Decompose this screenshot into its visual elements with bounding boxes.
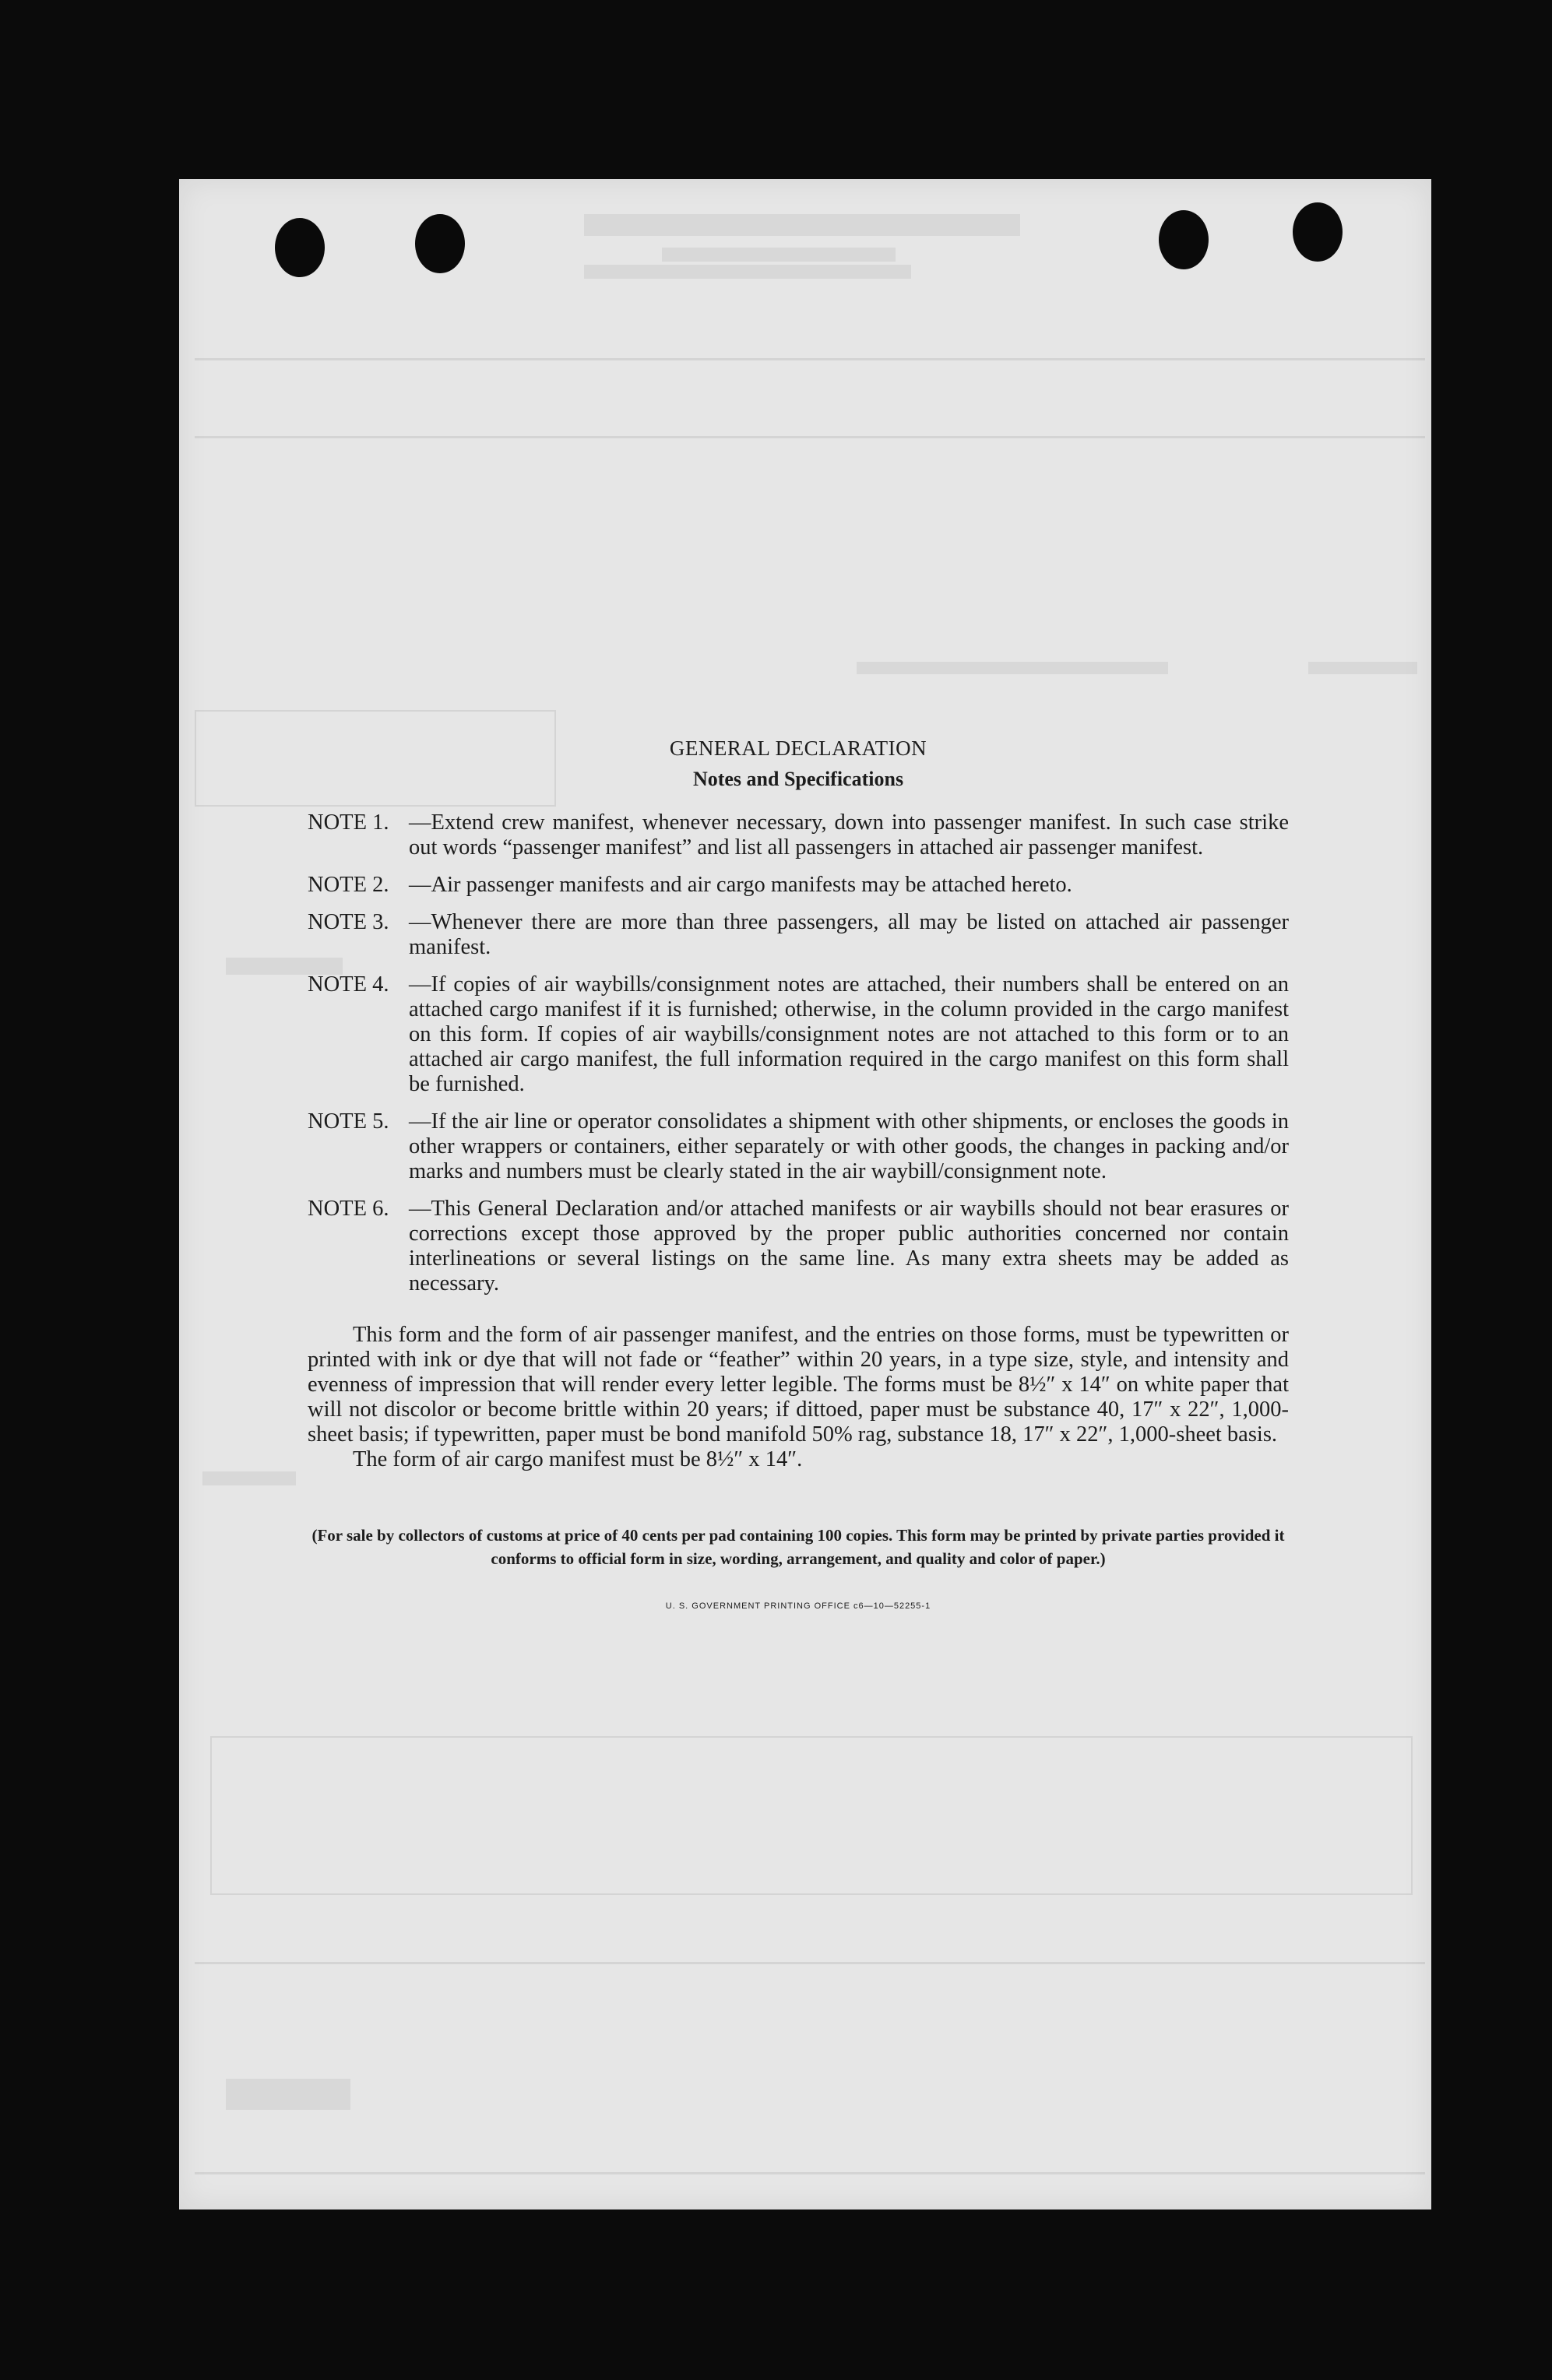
note-label: NOTE 1. <box>308 810 389 835</box>
bleed-through <box>226 2079 350 2110</box>
printer-line: U. S. GOVERNMENT PRINTING OFFICE c6—10—52255-1 <box>665 1601 931 1611</box>
bleed-through <box>584 214 1020 236</box>
document-title: GENERAL DECLARATION <box>669 736 927 760</box>
note-2 <box>308 873 1289 898</box>
bleed-through <box>584 265 911 279</box>
bleed-through <box>195 358 1425 360</box>
punch-hole <box>1293 202 1343 262</box>
note-text: —Whenever there are more than three passengers, all may be listed on attached air passenger manifest. <box>409 910 1289 959</box>
bleed-through <box>195 1962 1425 1964</box>
document-subtitle: Notes and Specifications <box>692 768 904 790</box>
note-label: NOTE 2. <box>308 873 389 897</box>
document-body <box>308 736 1289 1619</box>
note-label: NOTE 3. <box>308 910 389 934</box>
note-label: NOTE 5. <box>308 1109 389 1134</box>
form-specification-paragraph: This form and the form of air passenger manifest, and the entries on those forms, must be typewritten or printed with ink or dye that will not fade or “feather” within 20 years, in a type size, style, and intensity and evenness of impression that will render every letter legible. The forms must be 8½″ x 14″ on white paper that will not discolor or become brittle within 20 years; if dittoed, paper must be substance 40, 17″ x 22″, 1,000-sheet basis; if typewritten, paper must be bond manifold 50% rag, substance 18, 17″ x 22″, 1,000-sheet basis. <box>308 1323 1289 1447</box>
note-text: —Air passenger manifests and air cargo manifests may be attached hereto. <box>409 873 1072 897</box>
note-5 <box>308 1109 1289 1184</box>
bleed-through <box>195 436 1425 438</box>
note-label: NOTE 6. <box>308 1197 389 1221</box>
bleed-through <box>1308 662 1417 674</box>
note-4 <box>308 972 1289 1097</box>
bleed-through <box>202 1471 296 1485</box>
bleed-through <box>195 2172 1425 2174</box>
sale-notice: (For sale by collectors of customs at price of 40 cents per pad containing 100 copies. This form may be printed by private parties provided it conforms to official form in size, wording, arrangement, and quality and color of paper.) <box>311 1526 1285 1568</box>
bleed-through <box>210 1736 1413 1895</box>
note-1 <box>308 810 1289 860</box>
punch-hole <box>415 214 465 273</box>
note-3 <box>308 910 1289 960</box>
note-label: NOTE 4. <box>308 972 389 997</box>
punch-hole <box>1159 210 1209 269</box>
note-text: —Extend crew manifest, whenever necessary, down into passenger manifest. In such case strike out words “passenger manifest” and list all passengers in attached air passenger manifest. <box>409 810 1289 860</box>
note-6 <box>308 1197 1289 1296</box>
note-text: —This General Declaration and/or attached manifests or air waybills should not bear erasures or corrections except those approved by the proper public authorities concerned nor contain interlineations or several listings on the same line. As many extra sheets may be added as necessary. <box>409 1197 1289 1295</box>
cargo-manifest-size-note: The form of air cargo manifest must be 8½″ x 14″. <box>353 1447 803 1471</box>
note-text: —If copies of air waybills/consignment notes are attached, their numbers shall be entered on an attached cargo manifest if it is furnished; otherwise, in the column provided in the cargo manifest on this form. If copies of air waybills/consignment notes are not attached to this form or to an attached air cargo manifest, the full information required in the cargo manifest on this form shall be furnished. <box>409 972 1289 1096</box>
punch-hole <box>275 218 325 277</box>
note-text: —If the air line or operator consolidates a shipment with other shipments, or encloses the goods in other wrappers or containers, either separately or with other goods, the changes in packing and/or marks and numbers must be clearly stated in the air waybill/consignment note. <box>409 1109 1289 1183</box>
bleed-through <box>662 248 896 262</box>
bleed-through <box>857 662 1168 674</box>
